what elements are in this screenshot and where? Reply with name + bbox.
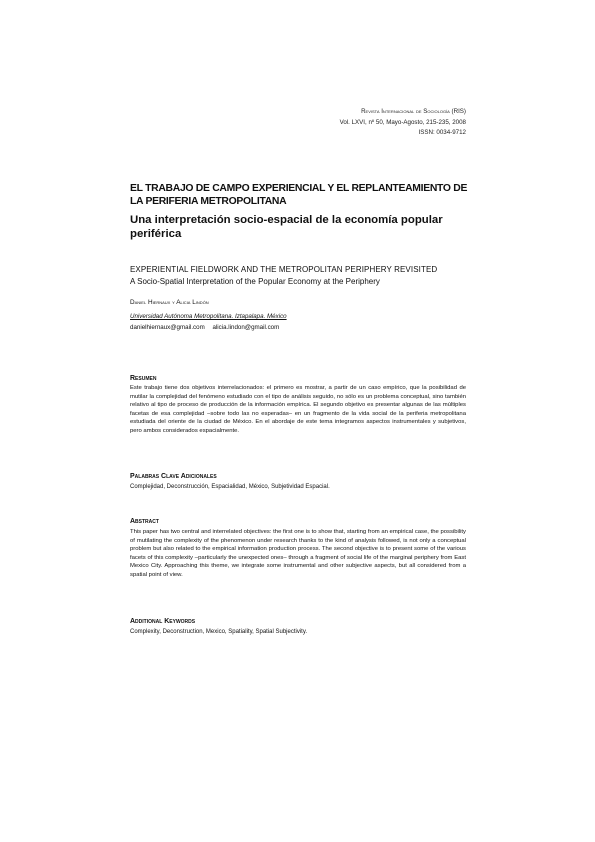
journal-issn: ISSN: 0034-9712 <box>418 129 466 136</box>
author-emails <box>130 323 279 333</box>
abstract-text: This paper has two central and interrelated objectives: the first one is to show that, starting from an empirical case, the possibility of mutilating the complexity of the phenomenon under research thanks to the kind of analysis followed, is not only a conceptual problem but also related to the empirical information production process. The second objective is to present some of the various facets of this complexity –particularly the unexpected ones– through a fragment of social life of the marginal periphery from East Mexico City. Approaching this theme, we integrate some instrumental and other subjective aspects, but all considered from a spatial point of view. <box>130 529 466 578</box>
journal-volume: Vol. LXVI, nº 50, Mayo-Agosto, 215-235, 2008 <box>339 118 466 126</box>
article-title: EL TRABAJO DE CAMPO EXPERIENCIAL Y EL REPLANTEAMIENTO DE LA PERIFERIA METROPOLITANA <box>130 183 468 207</box>
palabras-clave-heading: Palabras Clave Adicionales <box>130 473 217 480</box>
article-subtitle-english: A Socio-Spatial Interpretation of the Popular Economy at the Periphery <box>130 277 380 286</box>
authors: Daniel Hiernaux y Alicia Lindón <box>130 299 209 306</box>
email-link[interactable]: danielhiernaux@gmail.com <box>130 324 205 331</box>
resumen-heading: Resumen <box>130 375 157 382</box>
email-link[interactable]: alicia.lindon@gmail.com <box>212 324 280 331</box>
abstract-heading: Abstract <box>130 518 159 525</box>
keywords-text: Complexity, Deconstruction, Mexico, Spatiality, Spatial Subjectivity. <box>130 629 308 635</box>
palabras-clave-text: Complejidad, Deconstrucción, Espacialidad, México, Subjetividad Espacial. <box>130 484 330 490</box>
journal-info <box>340 107 466 139</box>
keywords-heading: Additional Keywords <box>130 618 196 625</box>
article-subtitle: Una interpretación socio-espacial de la economía popular periférica <box>130 214 443 240</box>
journal-name: Revista Internacional de Sociología (RIS) <box>361 108 466 115</box>
resumen-text: Este trabajo tiene dos objetivos interrelacionados: el primero es mostrar, a partir de un caso empírico, que la posibilidad de mutilar la complejidad del fenómeno estudiado con el tipo de análisis seguido, no sólo es un problema conceptual, sino también relativo al tipo de proceso de producción de la información empírica. El segundo objetivo es presentar algunas de las múltiples facetas de esa complejidad –sobre todo las no esperadas– en un fragmento de la vida social de la periferia metropolitana estudiada del oriente de la ciudad de México. En el abordaje de este tema integramos aspectos instrumentales y subjetivos, pero ambos considerados espacialmente. <box>130 385 466 434</box>
article-title-english: EXPERIENTIAL FIELDWORK AND THE METROPOLITAN PERIPHERY REVISITED <box>130 265 438 274</box>
affiliation: Universidad Autónoma Metropolitana. Iztapalapa. México <box>130 313 287 320</box>
